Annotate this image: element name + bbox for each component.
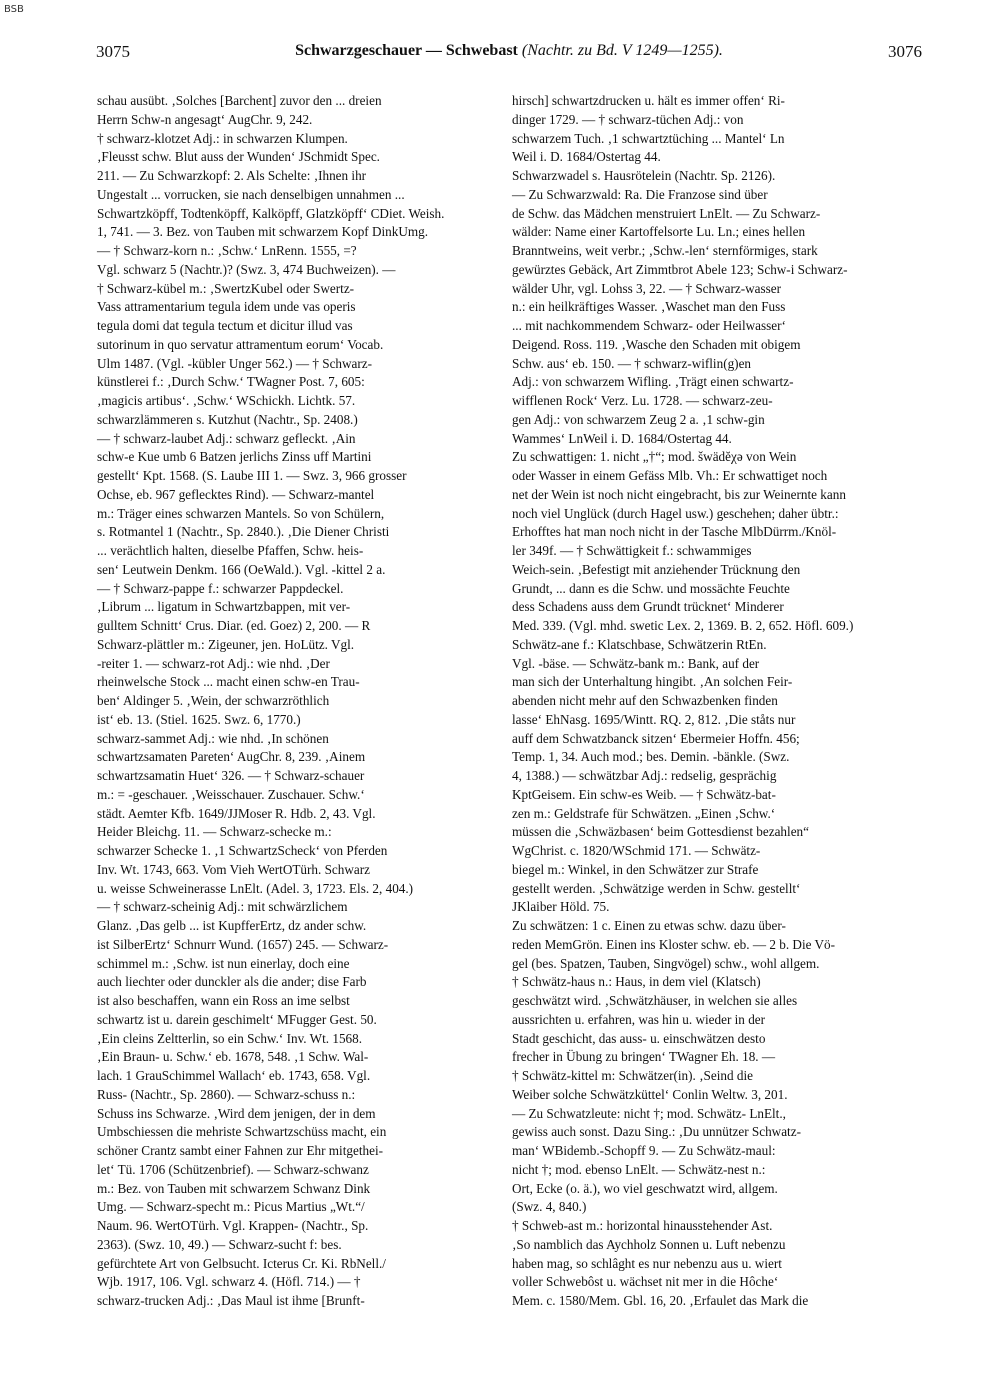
- library-stamp: BSB: [4, 4, 24, 15]
- text-line: Naum. 96. WertOTürh. Vgl. Krappen- (Nachtr., Sp.: [97, 1218, 369, 1233]
- text-line: Stadt geschicht, das auss- u. einschwätzen desto: [512, 1030, 766, 1046]
- text-line: aussrichten u. erfahren, was hin u. wieder in der: [512, 1011, 766, 1027]
- text-line: 2363). (Swz. 10, 49.) — Schwarz-sucht f: bes.: [97, 1236, 342, 1252]
- text-line: man sich der Unterhaltung hingibt. ‚An solchen Feir-: [512, 674, 793, 690]
- text-line: Russ- (Nachtr., Sp. 2860). — Schwarz-schuss n.:: [97, 1086, 356, 1102]
- text-line: schw-e Kue umb 6 Batzen jerlichs Zinss uff Martini: [97, 449, 372, 465]
- text-line: Weiber solche Schwätzküttel‘ Conlin Weltw. 3, 201.: [512, 1086, 788, 1102]
- text-line: gewiss auch sonst. Dazu Sing.: ‚Du unnützer Schwatz-: [512, 1124, 801, 1140]
- text-line: schwartzsamaten Pareten‘ AugChr. 8, 239. ‚Ainem: [97, 749, 366, 765]
- text-line: städt. Aemter Kfb. 1649/JJMoser R. Hdb. 2, 43. Vgl.: [97, 805, 376, 821]
- text-line: ist SilberErtz‘ Schnurr Wund. (1657) 245. — Schwarz-: [97, 936, 389, 952]
- text-line: abenden nicht mehr auf den Schwazbenken finden: [512, 693, 778, 708]
- page-number-left: 3075: [96, 42, 130, 61]
- text-line: (Swz. 4, 840.): [512, 1199, 587, 1215]
- text-line: — † schwarz-scheinig Adj.: mit schwärzlichem: [97, 899, 348, 915]
- text-line: -reiter 1. — schwarz-rot Adj.: wie nhd. ‚Der: [97, 655, 330, 671]
- text-line: Schwarz-plättler m.: Zigeuner, jen. HoLütz. Vgl.: [97, 636, 355, 652]
- text-line: schöner Crantz sambt einer Fahnen zur Ehr mitgethei-: [97, 1143, 383, 1158]
- text-line: Glanz. ‚Das gelb ... ist KupfferErtz, dz ander schw.: [97, 918, 367, 933]
- text-line: Herrn Schw-n angesagt‘ AugChr. 9, 242.: [97, 111, 313, 127]
- text-line: ler 349f. — † Schwättigkeit f.: schwammiges: [512, 543, 752, 558]
- text-line: 4, 1388.) — schwätzbar Adj.: redselig, gesprächig: [512, 768, 777, 783]
- text-line: let‘ Tü. 1706 (Schützenbrief). — Schwarz-schwanz: [97, 1161, 369, 1177]
- text-line: Ungestalt ... vorrucken, sie nach denselbigen unnahmen ...: [97, 186, 405, 202]
- text-line: Mem. c. 1580/Mem. Gbl. 16, 20. ‚Erfaulet das Mark die: [512, 1293, 809, 1308]
- text-line: JKlaiber Höld. 75.: [512, 899, 610, 915]
- text-line: Schw. aus‘ eb. 150. — † schwarz-wiflin(g)en: [512, 355, 752, 371]
- text-line: Schuss ins Schwarze. ‚Wird dem jenigen, der in dem: [97, 1105, 376, 1121]
- text-line: s. Rotmantel 1 (Nachtr., Sp. 2840.). ‚Die Diener Christi: [97, 524, 390, 540]
- text-line: schwarz-trucken Adj.: ‚Das Maul ist ihme [Brunft-: [97, 1293, 365, 1308]
- text-line: lach. 1 GrauSchimmel Wallach‘ eb. 1743, 658. Vgl.: [97, 1068, 371, 1083]
- text-line: † Schweb-ast m.: horizontal hinausstehender Ast.: [512, 1218, 773, 1233]
- text-line: sen‘ Leutwein Denkm. 166 (OeWald.). Vgl. -kittel 2 a.: [97, 561, 386, 577]
- text-line: sutorinum in quo servatur attramentum eorum‘ Vocab.: [97, 336, 384, 352]
- text-line: ‚magicis artibus‘. ‚Schw.‘ WSchickh. Lichtk. 57.: [97, 393, 356, 408]
- text-line: künstlerei f.: ‚Durch Schw.‘ TWagner Post. 7, 605:: [97, 374, 365, 390]
- text-line: schwartz ist u. darein geschimelt‘ MFugger Gest. 50.: [97, 1011, 377, 1027]
- text-line: schau ausübt. ‚Solches [Barchent] zuvor den ... dreien: [97, 93, 382, 108]
- text-line: Ulm 1487. (Vgl. -kübler Unger 562.) — † Schwarz-: [97, 355, 373, 371]
- text-line: ... mit nachkommendem Schwarz- oder Heilwasser‘: [512, 318, 786, 333]
- page-header: [96, 42, 922, 72]
- text-line: schwarz-sammet Adj.: wie nhd. ‚In schönen: [97, 730, 329, 746]
- text-line: dess Schadens auss dem Grundt trücknet‘ Minderer: [512, 599, 784, 615]
- text-line: † Schwätz-kittel m: Schwätzer(in). ‚Seind die: [512, 1068, 753, 1083]
- text-line: — † Schwarz-pappe f.: schwarzer Pappdeckel.: [97, 580, 344, 596]
- text-line: Weich-sein. ‚Befestigt mit anziehender Trücknung den: [512, 561, 801, 577]
- text-line: Heider Bleichg. 11. — Schwarz-schecke m.:: [97, 824, 332, 840]
- text-line: lasse‘ EhNasg. 1695/Wintt. RQ. 2, 812. ‚Die ståts nur: [512, 711, 796, 727]
- text-line: haben mag, so schlâght es nur nebenzu aus u. wiert: [512, 1255, 782, 1271]
- text-line: ‚Ein cleins Zeltterlin, so ein Schw.‘ Inv. Wt. 1568.: [97, 1030, 363, 1046]
- text-line: tegula domi dat tegula tectum et dicitur illud vas: [97, 318, 353, 333]
- text-line: Wammes‘ LnWeil i. D. 1684/Ostertag 44.: [512, 430, 732, 446]
- text-line: gefürchtete Art von Gelbsucht. Icterus Cr. Ki. RbNell./: [97, 1255, 386, 1271]
- text-line: KptGeisem. Ein schw-es Weib. — † Schwätz-bat-: [512, 786, 776, 802]
- text-line: Grundt, ... dann es die Schw. und mossächte Feuchte: [512, 580, 790, 596]
- text-line: man‘ WBidemb.-Schopff 9. — Zu Schwätz-maul:: [512, 1143, 776, 1158]
- text-line: ‚Fleusst schw. Blut auss der Wunden‘ JSchmidt Spec.: [97, 149, 380, 165]
- text-line: zen m.: Geldstrafe für Schwätzen. „Einen ‚Schw.‘: [512, 805, 776, 821]
- text-line: Temp. 1, 34. Auch mod.; bes. Demin. -bänkle. (Swz.: [512, 749, 790, 765]
- text-line: gewürztes Gebäck, Art Zimmtbrot Abele 123; Schw-i Schwarz-: [512, 261, 848, 277]
- text-line: auff dem Schwatzbanck sitzen‘ Ebermeier Hoffn. 456;: [512, 730, 800, 746]
- left-column: [97, 92, 502, 1311]
- running-title-main: Schwarzgeschauer — Schwebast: [295, 42, 518, 59]
- text-line: n.: ein heilkräftiges Wasser. ‚Waschet man den Fuss: [512, 299, 786, 315]
- text-line: ist‘ eb. 13. (Stiel. 1625. Swz. 6, 1770.): [97, 711, 301, 727]
- text-line: geschwätzt wird. ‚Schwätzhäuser, in welchen sie alles: [512, 993, 798, 1008]
- text-line: m.: = -geschauer. ‚Weisschauer. Zuschauer. Schw.‘: [97, 786, 365, 802]
- text-line: schimmel m.: ‚Schw. ist nun einerlay, doch eine: [97, 955, 350, 971]
- text-line: ‚Ein Braun- u. Schw.‘ eb. 1678, 548. ‚1 Schw. Wal-: [97, 1049, 369, 1065]
- text-line: u. weisse Schweinerasse LnElt. (Adel. 3, 1723. Els. 2, 404.): [97, 880, 414, 896]
- text-line: Weil i. D. 1684/Ostertag 44.: [512, 149, 661, 165]
- running-title-sub: (Nachtr. zu Bd. V 1249—1255).: [521, 42, 723, 59]
- text-line: — † Schwarz-korn n.: ‚Schw.‘ LnRenn. 1555, =?: [97, 243, 357, 258]
- text-line: 211. — Zu Schwarzkopf: 2. Als Schelte: ‚Ihnen ihr: [97, 168, 367, 183]
- text-line: Umbschiessen die mehriste Schwartzschüss macht, ein: [97, 1124, 387, 1140]
- text-line: schwarzem Tuch. ‚1 schwartztüching ... Mantel‘ Ln: [512, 130, 785, 146]
- text-line: m.: Bez. von Tauben mit schwarzem Schwanz Dink: [97, 1180, 371, 1196]
- text-line: voller Schwebôst u. wächset nit mer in die Hôche‘: [512, 1274, 779, 1290]
- text-line: WgChrist. c. 1820/WSchmid 171. — Schwätz-: [512, 843, 761, 858]
- text-line: — † schwarz-laubet Adj.: schwarz gefleckt. ‚Ain: [97, 430, 356, 446]
- text-line: Vgl. -bäse. — Schwätz-bank m.: Bank, auf der: [512, 655, 760, 671]
- text-line: rheinwelsche Stock ... macht einen schw-en Trau-: [97, 674, 360, 690]
- text-line: de Schw. das Mädchen menstruiert LnElt. — Zu Schwarz-: [512, 205, 821, 221]
- text-line: wälder Uhr, vgl. Lohss 3, 22. — † Schwarz-wasser: [512, 280, 782, 296]
- right-column: [512, 92, 917, 1311]
- text-line: gel (bes. Spatzen, Tauben, Singvögel) schw., wohl allgem.: [512, 955, 820, 971]
- text-line: gen Adj.: von schwarzem Zeug 2 a. ‚1 schw-gin: [512, 411, 765, 427]
- text-line: Adj.: von schwarzem Wifling. ‚Trägt einen schwartz-: [512, 374, 794, 390]
- text-line: 1, 741. — 3. Bez. von Tauben mit schwarzem Kopf DinkUmg.: [97, 224, 429, 240]
- text-line: schwartzsamatin Huet‘ 326. — † Schwarz-schauer: [97, 768, 365, 783]
- text-line: biegel m.: Winkel, in den Schwätzer zur Strafe: [512, 861, 759, 877]
- text-line: Zu schwätzen: 1 c. Einen zu etwas schw. dazu über-: [512, 918, 786, 933]
- text-line: Deigend. Ross. 119. ‚Wasche den Schaden mit obigem: [512, 336, 801, 352]
- text-line: Zu schwattigen: 1. nicht „†“; mod. šwädĕχə von Wein: [512, 449, 797, 465]
- text-line: ‚So namblich das Aychholz Sonnen u. Luft nebenzu: [512, 1236, 786, 1252]
- text-line: müssen die ‚Schwäzbasen‘ beim Gottesdienst bezahlen“: [512, 824, 809, 840]
- page-number-right: 3076: [888, 42, 922, 61]
- text-line: — Zu Schwatzleute: nicht †; mod. Schwätz- LnElt.,: [512, 1105, 786, 1121]
- text-line: ist also beschaffen, wann ein Ross an ime selbst: [97, 993, 350, 1008]
- text-line: gestellt werden. ‚Schwätzige werden in Schw. gestellt‘: [512, 880, 801, 896]
- text-line: Ort, Ecke (o. ä.), wo viel geschwatzt wird, allgem.: [512, 1180, 778, 1196]
- text-line: gestellt‘ Kpt. 1568. (S. Laube III 1. — Swz. 3, 966 grosser: [97, 468, 407, 483]
- text-line: Vgl. schwarz 5 (Nachtr.)? (Swz. 3, 474 Buchweizen). —: [97, 261, 396, 277]
- text-line: schwarzer Schecke 1. ‚1 SchwartzScheck‘ von Pferden: [97, 843, 388, 858]
- text-line: m.: Träger eines schwarzen Mantels. So von Schülern,: [97, 505, 385, 521]
- text-line: Wjb. 1917, 106. Vgl. schwarz 4. (Höfl. 714.) — †: [97, 1274, 361, 1290]
- text-line: reden MemGrön. Einen ins Kloster schw. eb. — 2 b. Die Vö-: [512, 936, 836, 952]
- text-line: Schwätz-ane f.: Klatschbase, Schwätzerin RtEn.: [512, 636, 767, 652]
- text-line: dinger 1729. — † schwarz-tüchen Adj.: von: [512, 111, 744, 127]
- text-line: Vass attramentarium tegula idem unde vas operis: [97, 299, 356, 315]
- text-line: ben‘ Aldinger 5. ‚Wein, der schwarzröthlich: [97, 693, 330, 708]
- text-line: noch viel Unglück (durch Hagel usw.) geschehen; daher übtr.:: [512, 505, 839, 521]
- text-line: hirsch] schwartzdrucken u. hält es immer offen‘ Ri-: [512, 93, 785, 108]
- text-line: gulltem Schnitt‘ Crus. Diar. (ed. Goez) 2, 200. — R: [97, 618, 371, 633]
- text-line: ‚Librum ... ligatum in Schwartzbappen, mit ver-: [97, 599, 351, 615]
- text-line: — Zu Schwarzwald: Ra. Die Franzose sind über: [512, 186, 768, 202]
- text-line: Umg. — Schwarz-specht m.: Picus Martius „Wt.“/: [97, 1199, 365, 1215]
- text-line: † Schwätz-haus n.: Haus, in dem viel (Klatsch): [512, 974, 761, 990]
- text-line: Schwarzwadel s. Hausrötelein (Nachtr. Sp. 2126).: [512, 168, 776, 183]
- text-line: oder Wasser in einem Gefäss Mlb. Vh.: Er schwattiget noch: [512, 468, 828, 483]
- text-line: frecher in Übung zu bringen‘ TWagner Eh. 18. —: [512, 1049, 776, 1065]
- text-line: schwarzlämmeren s. Kutzhut (Nachtr., Sp. 2408.): [97, 411, 358, 427]
- text-line: Branntweins, weit verbr.; ‚Schw.-len‘ sternförmiges, stark: [512, 243, 818, 258]
- text-line: wälder: Name einer Kartoffelsorte Lu. Ln.; eines hellen: [512, 224, 806, 240]
- running-title: [96, 42, 922, 60]
- text-line: Ochse, eb. 967 geflecktes Rind). — Schwarz-mantel: [97, 486, 375, 502]
- text-line: Schwartzköpff, Todtenköpff, Kalköpff, Glatzköpff‘ CDiet. Weish.: [97, 205, 445, 221]
- text-line: Med. 339. (Vgl. mhd. swetic Lex. 2, 1369. B. 2, 652. Höfl. 609.): [512, 618, 854, 633]
- text-line: Inv. Wt. 1743, 663. Vom Vieh WertOTürh. Schwarz: [97, 861, 370, 877]
- text-line: Erhofftes hat man noch nicht in der Tasche MlbDürrm./Knöl-: [512, 524, 837, 540]
- text-line: † schwarz-klotzet Adj.: in schwarzen Klumpen.: [97, 130, 348, 146]
- text-line: auch liechter oder dunckler als die ander; dise Farb: [97, 974, 367, 990]
- text-line: net der Wein ist noch nicht eingebracht, bis zur Weinernte kann: [512, 486, 846, 502]
- text-line: wifflenen Rock‘ Verz. Lu. 1728. — schwarz-zeu-: [512, 393, 773, 408]
- text-line: ... verächtlich halten, dieselbe Pfaffen, Schw. heis-: [97, 543, 364, 558]
- text-line: nicht †; mod. ebenso LnElt. — Schwätz-nest n.:: [512, 1161, 766, 1177]
- text-line: † Schwarz-kübel m.: ‚SwertzKubel oder Swertz-: [97, 280, 355, 296]
